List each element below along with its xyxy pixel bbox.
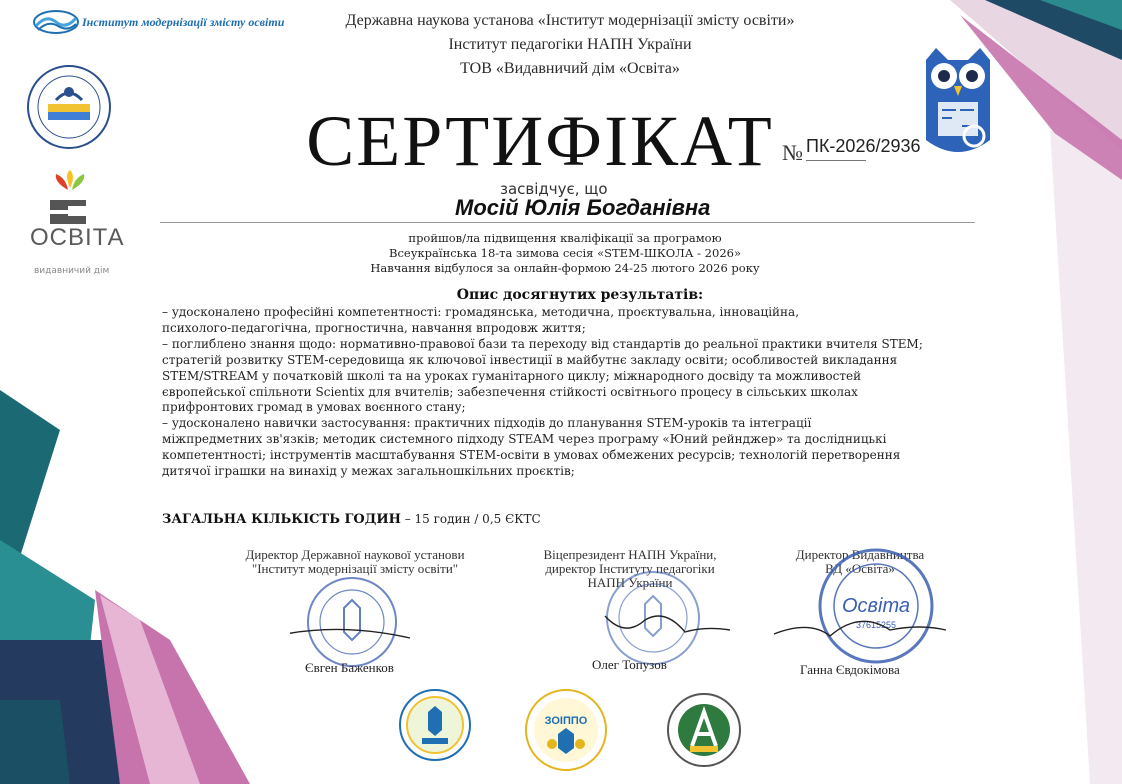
owl-logo-icon: [918, 40, 998, 164]
signature-1-position-line-1: Директор Державної наукової установи: [245, 547, 465, 562]
institute-logo-text: Інститут модернізації змісту освіти: [82, 15, 285, 29]
results-line: європейської спільноти Scientix для вчителів; забезпечення стійкості освітнього процесу в сільських школах: [162, 384, 858, 399]
org-line-1: Державна наукова установа «Інститут модернізації змісту освіти»: [345, 12, 795, 29]
recipient-name: Мосій Юлія Богданівна: [455, 195, 711, 220]
signature-3-position-line-1: Директор Видавництва: [795, 547, 925, 562]
number-underline: [806, 160, 866, 161]
results-line: прифронтових громад в умовах воєнного стану;: [162, 400, 466, 415]
stamp-3-icon: [770, 540, 950, 670]
institute-logo: [32, 8, 285, 36]
signature-1-position-line-2: "Інститут модернізації змісту освіти": [251, 561, 459, 576]
certificate-title: СЕРТИФІКАТ: [306, 101, 774, 181]
program-line-2: Всеукраїнська 18-та зимова сесія «STEM-ШКОЛА - 2026»: [389, 246, 741, 260]
results-line: – удосконалено професійні компетентності: громадянська, методична, проєктувальна, інноваційна,: [162, 305, 800, 319]
results-title: Опис досягнутих результатів:: [456, 287, 704, 303]
hours-label: ЗАГАЛЬНА КІЛЬКІСТЬ ГОДИН: [162, 512, 401, 527]
certifies-text: засвідчує, що: [500, 180, 608, 198]
name-underline: [160, 222, 975, 223]
results-line: компетентності; інструментів масштабування STEM-освіти в умовах обмежених ресурсів; технологій перетворення: [162, 448, 901, 463]
total-hours: [162, 512, 541, 527]
signature-2-position-line-3: НАПН України: [587, 575, 673, 590]
partner-logo-2-icon: [524, 688, 608, 772]
program-info: [300, 231, 830, 276]
org-line-2: Інститут педагогіки НАПН України: [448, 36, 692, 53]
results-line: стратегій розвитку STEM-середовища як ключової інвестиції в майбутнє закладу освіти; особливостей викладання: [162, 352, 898, 367]
signature-1-name: Євген Баженков: [305, 660, 394, 675]
hours-value: – 15 годин / 0,5 ЄКТС: [404, 512, 541, 526]
stamp-2-icon: [585, 568, 735, 668]
results-line: STEM/STREAM у початковій школі та на уроках гуманітарного циклу; міжнародного досвіду та можливостей: [162, 368, 862, 383]
program-line-1: пройшов/ла підвищення кваліфікації за програмою: [408, 231, 722, 245]
signature-3-name: Ганна Євдокімова: [800, 662, 900, 677]
organizations: [300, 9, 840, 81]
results-line: дитячої іграшки на винахід у межах загальношкільних проєктів;: [162, 464, 575, 479]
results-line: – удосконалено навички застосування: практичних підходів до планування STEM-уроків та інтеграції: [162, 416, 812, 431]
signature-2-name: Олег Топузов: [592, 657, 667, 672]
signature-2-position-line-1: Віцепрезидент НАПН України,: [543, 547, 717, 562]
partner-logo-1-icon: [398, 688, 472, 762]
osvita-brand-sub: видавничий дім: [34, 266, 110, 276]
wave-logo-icon: [32, 8, 80, 36]
osvita-brand: ОСВІТА: [30, 224, 125, 251]
results-line: – поглиблено знання щодо: нормативно-правової бази та переходу від стандартів до реальної практики вчителя STEM;: [162, 336, 923, 351]
program-line-3: Навчання відбулося за онлайн-формою 24-25 лютого 2026 року: [370, 261, 760, 275]
signature-2-position-line-2: директор Інституту педагогіки: [545, 561, 715, 576]
partner-logo-3-icon: [666, 692, 742, 768]
results-line: психолого-педагогічна, прогностична, навчання впродовж життя;: [162, 320, 586, 335]
certificate-number: ПК-2026/2936: [806, 136, 921, 156]
partner-logo-2-text: ЗОІППО: [544, 715, 588, 727]
results-description: [162, 305, 992, 480]
org-line-3: ТОВ «Видавничий дім «Освіта»: [460, 60, 680, 77]
academy-emblem-icon: [26, 64, 112, 150]
stamp-3-text: Освіта: [842, 595, 910, 617]
signature-3-position-line-2: ВД «Освіта»: [825, 561, 895, 576]
number-label: №: [782, 140, 803, 165]
stamp-3-code: 37615255: [855, 620, 897, 630]
stamp-1-icon: [290, 570, 420, 670]
results-line: міжпредметних зв'язків; методик системного підходу STEAM через програму «Юний рейнджер» та дослідницькі: [162, 432, 887, 447]
